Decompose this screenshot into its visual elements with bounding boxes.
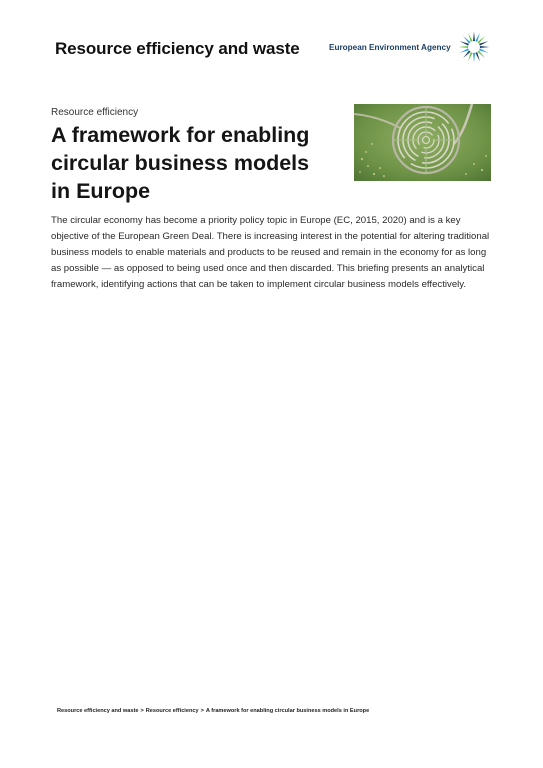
logo-center bbox=[469, 43, 478, 52]
eea-logo-icon bbox=[457, 30, 491, 64]
hero-image bbox=[354, 104, 491, 181]
article-category[interactable]: Resource efficiency bbox=[51, 107, 139, 118]
logo-ray bbox=[475, 33, 480, 42]
page-section-title: Resource efficiency and waste bbox=[55, 39, 300, 58]
agency-branding[interactable] bbox=[329, 30, 491, 64]
breadcrumb-separator: > bbox=[140, 708, 144, 714]
logo-ray bbox=[480, 46, 490, 48]
article-lead-paragraph: The circular economy has become a priority policy topic in Europe (EC, 2015, 2020) and is a key objective of the European Green Deal. There is increasing interest in the potential for altering traditional business models to enable materials and products to be reused and remain in the economy for as long as possible — as opposed to being used once and then discarded. This briefing presents an analytical framework, identifying actions that can be taken to implement circular business models effectively. bbox=[51, 215, 490, 290]
logo-ray bbox=[479, 41, 488, 46]
logo-ray bbox=[458, 46, 468, 48]
logo-ray bbox=[468, 33, 473, 42]
agency-name: European Environment Agency bbox=[329, 42, 451, 52]
article-title: A framework for enabling circular business models in Europe bbox=[51, 123, 310, 203]
breadcrumb bbox=[57, 708, 369, 714]
breadcrumb-item-category[interactable]: Resource efficiency bbox=[145, 708, 199, 714]
breadcrumb-item-current: A framework for enabling circular business models in Europe bbox=[205, 708, 370, 714]
breadcrumb-separator: > bbox=[200, 708, 204, 714]
logo-ray bbox=[468, 52, 473, 61]
labyrinth-photo-icon bbox=[354, 104, 491, 181]
logo-ray bbox=[475, 52, 480, 61]
logo-ray bbox=[459, 48, 468, 53]
breadcrumb-item-section[interactable]: Resource efficiency and waste bbox=[57, 708, 139, 714]
logo-ray bbox=[459, 41, 468, 46]
logo-ray bbox=[473, 32, 475, 42]
logo-ray bbox=[473, 53, 475, 63]
logo-ray bbox=[479, 48, 488, 53]
